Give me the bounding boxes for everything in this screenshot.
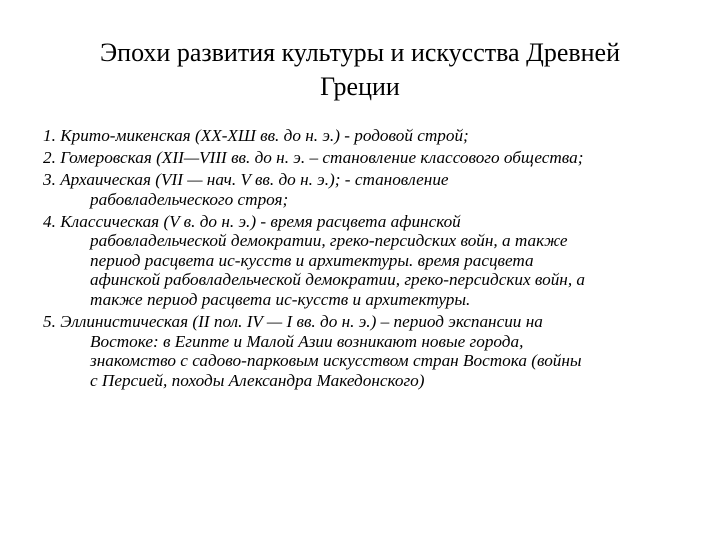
list-item-3-line-1: 3. Архаическая (VII — нач. V вв. до н. э.); - становление: [43, 169, 449, 189]
list-item-1-line-1: 1. Крито-микенская (XX-XШ вв. до н. э.) - родовой строй;: [43, 126, 469, 145]
list-item-3-line-2: рабовладельческого строя;: [90, 189, 289, 209]
list-item-2-line-1: 2. Гомеровская (XII—VIII вв. до н. э. – становление классового общества;: [43, 147, 584, 167]
slide-title: [40, 36, 680, 104]
list-item-5-line-3: знакомство с садово-парковым искусством стран Востока (войны: [90, 351, 582, 371]
epochs-list: [43, 126, 703, 393]
list-item-4-line-1: 4. Классическая (V в. до н. э.) - время расцвета афинской: [43, 211, 461, 231]
title-line-2: Греции: [320, 72, 400, 101]
list-item-5-line-4: с Персией, походы Александра Македонского): [90, 370, 425, 390]
list-item-1: [43, 126, 703, 146]
list-item-4: [43, 212, 703, 310]
list-item-3: [43, 170, 703, 209]
list-item-2: [43, 148, 703, 168]
list-item-4-line-2: рабовладельческой демократии, греко-персидских войн, а также: [90, 231, 568, 251]
title-line-1: Эпохи развития культуры и искусства Древней: [100, 38, 620, 67]
list-item-5-line-2: Востоке: в Египте и Малой Азии возникают новые города,: [90, 331, 524, 351]
list-item-5: [43, 312, 703, 390]
list-item-4-line-5: также период расцвета ис-кусств и архитектуры.: [90, 289, 471, 309]
list-item-4-line-4: афинской рабовладельческой демократии, греко-персидских войн, а: [90, 270, 586, 290]
list-item-5-line-1: 5. Эллинистическая (II пол. IV — I вв. до н. э.) – период экспансии на: [43, 311, 543, 331]
list-item-4-line-3: период расцвета ис-кусств и архитектуры. время расцвета: [90, 250, 534, 270]
